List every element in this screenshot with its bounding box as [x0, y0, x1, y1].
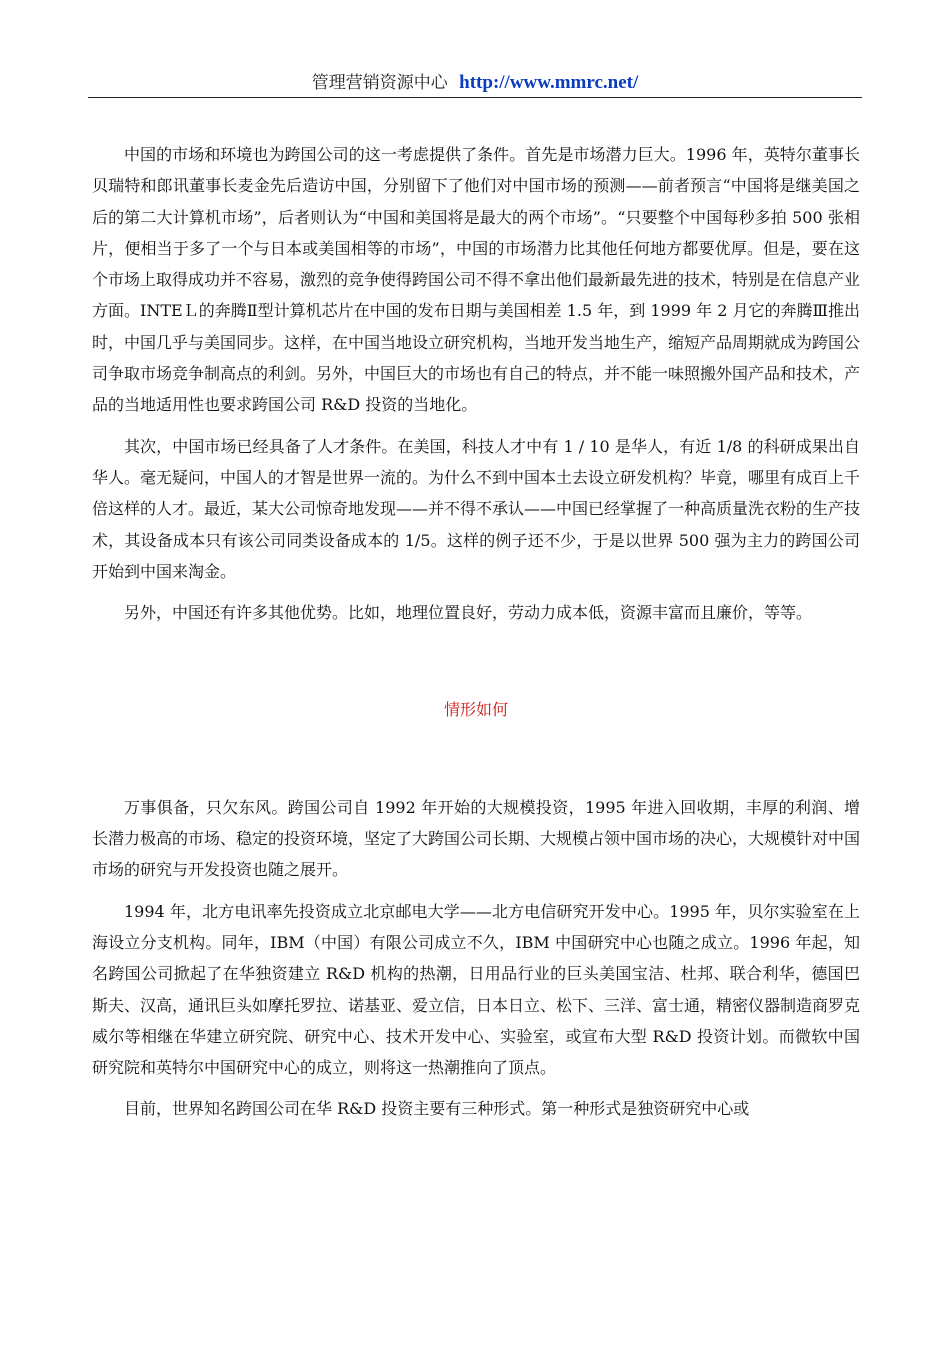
paragraph-rd-forms: 目前，世界知名跨国公司在华 R&D 投资主要有三种形式。第一种形式是独资研究中心或: [124, 1099, 750, 1119]
section-heading: 情形如何: [443, 700, 508, 720]
page-header: [88, 70, 862, 96]
paragraph-rd-history: 1994 年，北方电讯率先投资成立北京邮电大学——北方电信研究开发中心。1995 年，贝尔实验室在上海设立分支机构。同年，IBM（中国）有限公司成立不久，IBM 中国研究中心也随之成立。1996 年起，知名跨国公司掀起了在华独资建立 R&D 机构的热潮，日用品行业的巨头美国宝洁、杜邦、联合利华，德国巴斯夫、汉高，通讯巨头如摩托罗拉、诺基亚、爱立信，日本日立、松下、三洋、富士通，精密仪器制造商罗克威尔等相继在华建立研究院、研究中心、技术开发中心、实验室，或宣布大型 R&D 投资计划。而微软中国研究院和英特尔中国研究中心的成立，则将这一热潮推向了顶点。: [92, 901, 861, 1078]
paragraph-talent: 其次，中国市场已经具备了人才条件。在美国，科技人才中有 1 / 10 是华人，有近 1/8 的科研成果出自华人。毫无疑问，中国人的才智是世界一流的。为什么不到中国本土去设立研发机构？毕竟，哪里有成百上千倍这样的人才。最近，某大公司惊奇地发现——并不得不承认——中国已经掌握了一种高质量洗衣粉的生产技术，其设备成本只有该公司同类设备成本的 1/5。这样的例子还不少，于是以世界 500 强为主力的跨国公司开始到中国来淘金。: [92, 436, 861, 581]
paragraph-market-potential: 中国的市场和环境也为跨国公司的这一考虑提供了条件。首先是市场潜力巨大。1996 年，英特尔董事长贝瑞特和郎讯董事长麦金先后造访中国，分别留下了他们对中国市场的预测——前者预言“中国将是继美国之后的第二大计算机市场”，后者则认为“中国和美国将是最大的两个市场”。“只要整个中国每秒多拍 500 张相片，便相当于多了一个与日本或美国相等的市场”，中国的市场潜力比其他任何地方都要优厚。但是，要在这个市场上取得成功并不容易，激烈的竞争使得跨国公司不得不拿出他们最新最先进的技术，特别是在信息产业方面。INTEＬ的奔腾Ⅱ型计算机芯片在中国的发布日期与美国相差 1.5 年，到 1999 年 2 月它的奔腾Ⅲ推出时，中国几乎与美国同步。这样，在中国当地设立研究机构，当地开发当地生产，缩短产品周期就成为跨国公司争取市场竞争制高点的利剑。另外，中国巨大的市场也有自己的特点，并不能一味照搬外国产品和技术，产品的当地适用性也要求跨国公司 R&D 投资的当地化。: [92, 145, 861, 415]
header-title: 管理营销资源中心: [311, 73, 448, 93]
article-body: [92, 139, 860, 1135]
header-url-link[interactable]: http://www.mmrc.net/: [459, 72, 639, 93]
paragraph-other-advantages: 另外，中国还有许多其他优势。比如，地理位置良好，劳动力成本低，资源丰富而且廉价，等等。: [124, 603, 813, 623]
paragraph-investment: 万事俱备，只欠东风。跨国公司自 1992 年开始的大规模投资，1995 年进入回收期，丰厚的利润、增长潜力极高的市场、稳定的投资环境，坚定了大跨国公司长期、大规模占领中国市场的决心，大规模针对中国市场的研究与开发投资也随之展开。: [92, 797, 861, 880]
header-divider: [88, 97, 862, 98]
